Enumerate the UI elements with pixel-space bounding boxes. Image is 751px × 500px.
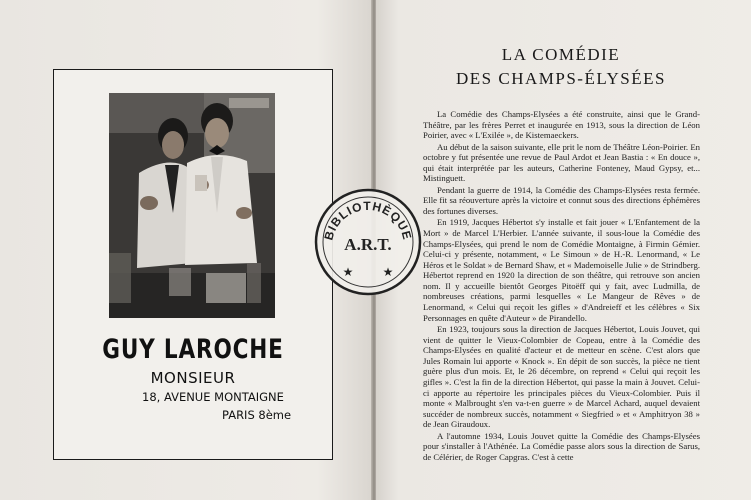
library-stamp	[312, 186, 424, 298]
product-name: MONSIEUR	[150, 369, 236, 387]
stamp-star-icon: ★	[342, 265, 354, 279]
stamp-center-text: A.R.T.	[344, 235, 392, 254]
brand-name: GUY LAROCHE	[102, 334, 284, 365]
article-paragraph: En 1919, Jacques Hébertot s'y installe et fait jouer « L'Enfantement de la Mort » de Marcel L'Herbier. L'année suivante, il sous-loue la Comédie des Champs-Elysées, qui prend le nom de Comédie Montaigne, à Firmin Gémier. Celui-ci y présente, notamment, « Le Simoun » de H.-R. Lenormand, « Le Héros et le Soldat » de Bernard Shaw, et « Mademoiselle Julie » de Strindberg. Hébertot reprend en 1920 la direction de son théâtre, qui retrouve son ancien nom. Il y accueille bientôt Georges Pitoëff qui y fait, avec Ludmilla, de nombreuses créations, parmi lesquelles « Le Mangeur de Rêves » de Lenormand, « Celui qui reçoit les gifles » d'Andreieff et les célèbres « Six Personnages en quête d'Auteur » de Pirandello.	[423, 217, 700, 323]
article-title-line1: LA COMÉDIE	[501, 45, 621, 64]
article-paragraph: En 1923, toujours sous la direction de Jacques Hébertot, Louis Jouvet, qui vient de quitter le Vieux-Colombier de Copeau, entre à la Comédie des Champs-Elysées en qualité d'acteur et de metteur en scène. C'est alors que Jules Romain lui apporte « Knock ». En dépit de son succès, la pièce ne tient guère plus d'un mois. Et, le 26 décembre, on reprend « Celui qui reçoit les gifles ». C'est la fin de la direction Hébertot, qui passe la main à Jouvet. Celui-ci apporte au répertoire les principales pièces du Vieux-Colombier. Puis il monte « Malbrought s'en va-t-en guerre » de Marcel Achard, auquel devaient succéder de nombreux succès, notamment « Siegfried » et « Amphitryon 38 » de Jean Giraudoux.	[423, 324, 700, 430]
stamp-top-text: BIBLIOTHÈQUE	[321, 198, 415, 242]
article-body	[423, 109, 700, 463]
advert-city: PARIS 8ème	[222, 408, 292, 422]
advert-address: 18, AVENUE MONTAIGNE	[142, 390, 284, 404]
advertisement	[53, 69, 333, 460]
article-paragraph: A l'automne 1934, Louis Jouvet quitte la Comédie des Champs-Elysées pour s'installer à l'Athénée. La Comédie passe alors sous la direction de Sarus, de Célérier, de Roger Capgras. C'est à cette	[423, 430, 700, 462]
article-paragraph: Pendant la guerre de 1914, la Comédie des Champs-Elysées resta fermée. Elle fit sa réouverture après la victoire et connut sous des directions éphémères des fortunes diverses.	[423, 184, 700, 216]
photo-illustration	[109, 93, 275, 318]
article-paragraph: Au début de la saison suivante, elle prit le nom de Théâtre Léon-Poirier. En octobre y fut présentée une revue de Paul Ardot et Jean Bastia : « En douce », qui était interprétée par les auteurs, Catherine Fonteney, Maud Gypsy, et... Mistinguett.	[423, 141, 700, 184]
advert-photo	[109, 93, 275, 318]
article-paragraph: La Comédie des Champs-Elysées a été construite, ainsi que le Grand-Théâtre, par les frères Perret et inaugurée en 1913, sous la direction de Léon Poirier, avec « L'Exilée », de Kistemaeckers.	[423, 109, 700, 141]
right-page	[376, 0, 751, 500]
article-title-line2: DES CHAMPS-ÉLYSÉES	[456, 69, 666, 88]
stamp-star-icon: ★	[382, 265, 394, 279]
